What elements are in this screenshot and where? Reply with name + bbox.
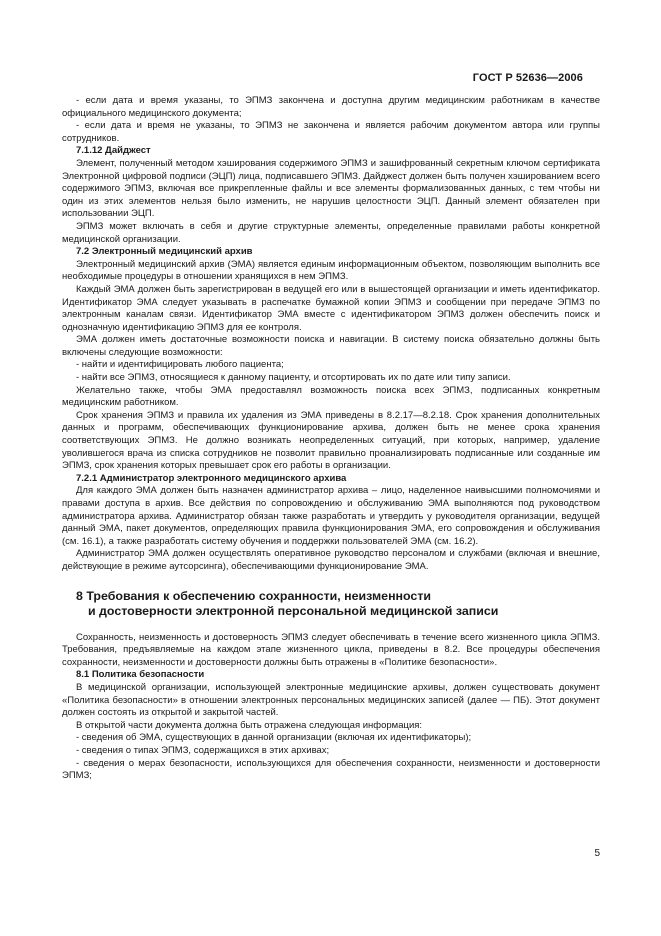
section-title-line-2: и достоверности электронной персональной медицинской записи [88,604,499,619]
paragraph: В медицинской организации, использующей электронные медицинские архивы, должен существовать документ «Политика безопасности» в отношении электронных персональных медицинских записей (далее — ПБ). Этот документ должен состоять из открытой и закрытой частей. [62,681,600,719]
paragraph: Электронный медицинский архив (ЭМА) является единым информационным объектом, позволяющим выполнить все необходимые процедуры в отношении хранящихся в нем ЭПМЗ. [62,258,600,283]
paragraph: Каждый ЭМА должен быть зарегистрирован в ведущей его или в вышестоящей организации и иметь идентификатор. Идентификатор ЭМА следует указывать в распечатке бумажной копии ЭПМЗ и сообщении при передаче ЭПМЗ по электронным каналам связи. Идентификатор ЭМА вместе с идентификатором ЭПМЗ должен обеспечить поиск и однозначную идентификацию ЭПМЗ для ее контроля. [62,283,600,333]
subsection-heading-7-2-1: 7.2.1 Администратор электронного медицинского архива [76,472,347,484]
paragraph: Срок хранения ЭПМЗ и правила их удаления из ЭМА приведены в 8.2.17—8.2.18. Срок хранения дополнительных данных и программ, обеспечивающих функционирование архива, должен быть не менее срока хранения соответствующих ЭПМЗ. Не должно возникать неопределенных ситуаций, при которых, например, удаление уволившегося врача из списка сотрудников не позволит правильно проанализировать подписанные или созданные им ЭПМЗ, срок хранения которых превышает срок его работы в организации. [62,409,600,472]
paragraph: Элемент, полученный методом хэширования содержимого ЭПМЗ и зашифрованный секретным ключом сертификата Электронной цифровой подписи (ЭЦП) лица, подписавшего ЭПМЗ. Дайджест должен быть получен хэшированием всего содержимого ЭПМЗ, включая все прикрепленные файлы и все элементы формализованных данных, с тем чтобы ни один из этих элементов нельзя было изменить, не нарушив целостности ЭЦП. Данный элемент обязателен при использовании ЭЦП. [62,157,600,220]
page-content [62,95,600,783]
list-item: - найти все ЭПМЗ, относящиеся к данному пациенту, и отсортировать их по дате или типу записи. [76,372,511,384]
subsection-heading-8-1: 8.1 Политика безопасности [76,669,205,681]
subsection-heading-7-1-12: 7.1.12 Дайджест [76,145,151,157]
list-item: - сведения о типах ЭПМЗ, содержащихся в этих архивах; [76,744,330,756]
subsection-heading-7-2: 7.2 Электронный медицинский архив [76,246,253,258]
paragraph: ЭПМЗ может включать в себя и другие структурные элементы, определенные правилами работы конкретной медицинской организации. [62,220,600,245]
section-heading-8 [62,589,600,620]
paragraph: Сохранность, неизменность и достоверность ЭПМЗ следует обеспечивать в течение всего жизненного цикла ЭПМЗ. Требования, предъявляемые на каждом этапе жизненного цикла, приведены в 8.2. Все процедуры обеспечения сохранности, неизменности и достоверности должны быть отражены в «Политике безопасности». [62,631,600,668]
list-item: - найти и идентифицировать любого пациента; [76,359,284,371]
paragraph: Администратор ЭМА должен осуществлять оперативное руководство персоналом и службами (включая и внешние, действующие в режиме аутсорсинга), обеспечивающими функционирование ЭМА. [62,548,600,572]
list-item: - сведения о мерах безопасности, использующихся для обеспечения сохранности, неизменности и достоверности ЭПМЗ; [62,757,600,782]
list-item: - если дата и время указаны, то ЭПМЗ закончена и доступна другим медицинским работникам в качестве официального медицинского документа; [62,95,600,119]
page-number: 5 [594,848,600,859]
document-id: ГОСТ Р 52636—2006 [472,72,583,84]
list-item: - если дата и время не указаны, то ЭПМЗ не закончена и является рабочим документом автора или группы сотрудников. [62,120,600,144]
paragraph: Желательно также, чтобы ЭМА предоставлял возможность поиска всех ЭПМЗ, подписанных конкретным медицинским работником. [62,384,600,409]
paragraph: В открытой части документа должна быть отражена следующая информация: [76,719,423,731]
section-title-line-1: 8 Требования к обеспечению сохранности, неизменности [76,588,432,603]
paragraph: Для каждого ЭМА должен быть назначен администратор архива – лицо, наделенное наивысшими полномочиями и правами доступа в архив. Все действия по сопровождению и обслуживанию ЭМА выполняются под руководством администратора архива. Администратор обязан также разработать и утвердить у руководителя организации, ведущей данный ЭМА, пакет документов, определяющих правила функционирования ЭМА, его сопровождения и обслуживания (см. 16.1), а также разработать систему обучения и поддержки пользователей ЭМА (см. 16.2). [62,485,600,547]
paragraph: ЭМА должен иметь достаточные возможности поиска и навигации. В систему поиска обязательно должны быть включены следующие возможности: [62,334,600,358]
list-item: - сведения об ЭМА, существующих в данной организации (включая их идентификаторы); [76,732,472,744]
